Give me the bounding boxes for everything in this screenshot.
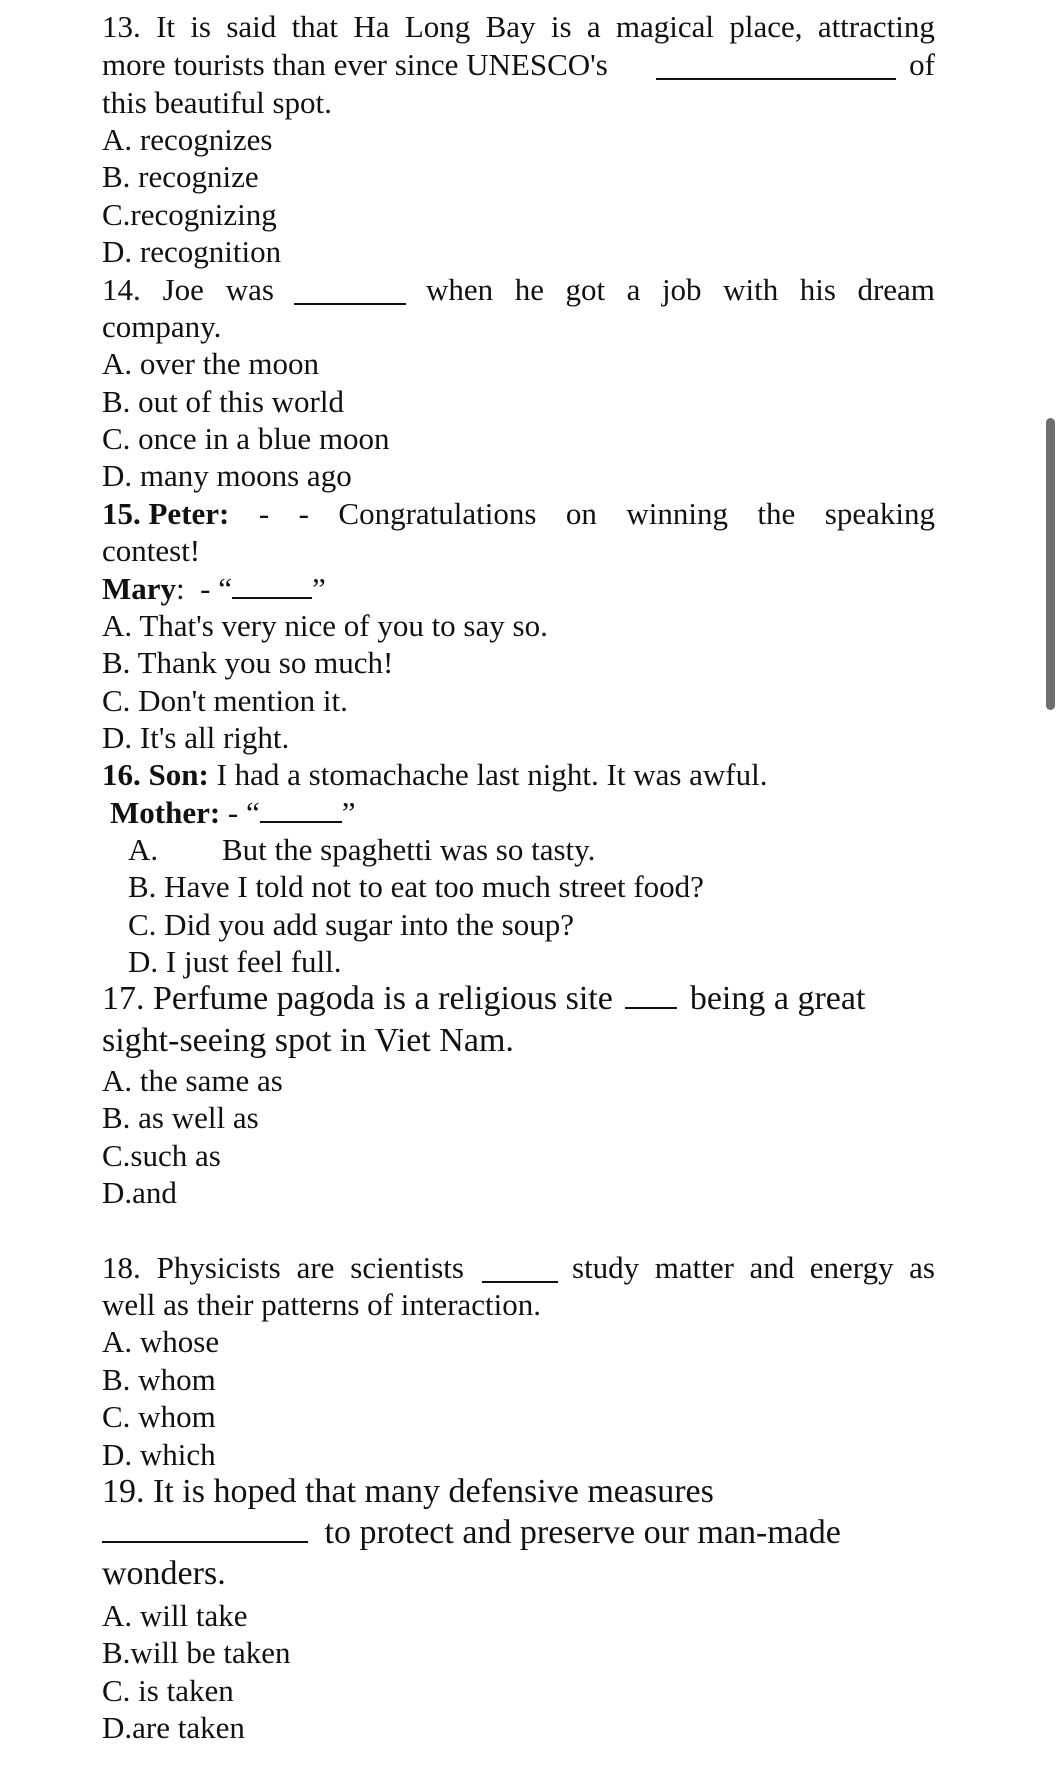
- q16-option-a-text: But the spaghetti was so tasty.: [222, 832, 596, 867]
- q15-stem-line2: contest!: [102, 533, 201, 568]
- q19-stem-line2: [102, 1514, 841, 1552]
- q18-word: scientists: [350, 1250, 464, 1285]
- q13-stem-text: more tourists than ever since UNESCO's: [102, 47, 608, 82]
- q13-word: place,: [729, 9, 803, 44]
- vertical-scrollbar[interactable]: [1046, 418, 1055, 710]
- q16-stem-line1: [102, 756, 768, 794]
- q15-word: winning: [626, 496, 728, 531]
- q16-stem-text: I had a stomachache last night. It was awful.: [216, 757, 768, 792]
- q15-speaker-mary: Mary: [102, 571, 177, 606]
- q18-word: study: [572, 1250, 640, 1285]
- q17-number: 17.: [102, 980, 145, 1017]
- q18-option-c: C. whom: [102, 1399, 216, 1434]
- q18-option-d: D. which: [102, 1437, 216, 1472]
- q13-stem-line1: [102, 8, 935, 46]
- q17-option-a: A. the same as: [102, 1063, 283, 1098]
- q13-stem-line3: this beautiful spot.: [102, 85, 332, 120]
- q15-option-d: D. It's all right.: [102, 720, 290, 755]
- q14-option-a: A. over the moon: [102, 346, 319, 381]
- q15-word: on: [565, 496, 597, 531]
- q14-word: Joe: [162, 272, 204, 307]
- q15-speaker-name: Peter:: [148, 496, 230, 531]
- q13-word: Long: [404, 9, 471, 44]
- q14-number: 14.: [102, 272, 141, 307]
- q16-speaker-mother: Mother:: [110, 795, 221, 830]
- q19-option-c: C. is taken: [102, 1673, 234, 1708]
- q13-word: attracting: [817, 9, 935, 44]
- q17-option-c: C.such as: [102, 1138, 221, 1173]
- q17-answer-blank: [625, 981, 677, 1009]
- q16-reply-line: [110, 794, 356, 832]
- q15-stem-line1: [102, 495, 935, 533]
- q14-answer-blank: [294, 277, 406, 305]
- q13-word: Bay: [485, 9, 536, 44]
- q16-option-a: [128, 831, 596, 869]
- q17-option-d: D.and: [102, 1175, 177, 1210]
- q13-word: is: [550, 9, 572, 44]
- q15-reply-line: [102, 570, 326, 608]
- q15-word: speaking: [824, 496, 935, 531]
- q14-word: was: [225, 272, 274, 307]
- q16-answer-blank: [260, 795, 342, 823]
- q16-speaker-son: [102, 757, 209, 792]
- q18-answer-blank: [482, 1255, 558, 1283]
- q15-option-a: A. That's very nice of you to say so.: [102, 608, 548, 643]
- q14-word: his: [799, 272, 836, 307]
- q16-option-d: D. I just feel full.: [128, 944, 342, 979]
- q16-speaker-name: Son:: [148, 757, 209, 792]
- q19-option-a: A. will take: [102, 1598, 248, 1633]
- q15-reply-open-quote: : - “: [176, 571, 232, 606]
- q13-word: is: [190, 9, 211, 44]
- q15-answer-blank: [232, 571, 312, 599]
- q19-stem-line1: [102, 1473, 714, 1511]
- q14-word: he: [514, 272, 544, 307]
- q18-option-b: B. whom: [102, 1362, 216, 1397]
- q13-word: Ha: [353, 9, 390, 44]
- q14-option-d: D. many moons ago: [102, 458, 352, 493]
- q17-stem-text: Perfume pagoda is a religious site: [153, 980, 613, 1017]
- q15-option-b: B. Thank you so much!: [102, 645, 394, 680]
- q13-option-b: B. recognize: [102, 159, 259, 194]
- q13-word: magical: [615, 9, 715, 44]
- q13-option-c: C.recognizing: [102, 197, 277, 232]
- q16-option-a-letter: A.: [128, 832, 159, 867]
- q17-stem-text: being a great: [689, 980, 866, 1017]
- q19-stem-text: to protect and preserve our man-made: [324, 1514, 841, 1551]
- q19-number: 19.: [102, 1473, 145, 1510]
- q18-stem-line2: well as their patterns of interaction.: [102, 1287, 542, 1322]
- q15-option-c: C. Don't mention it.: [102, 683, 348, 718]
- q15-reply-close-quote: ”: [311, 571, 326, 606]
- q13-option-d: D. recognition: [102, 234, 282, 269]
- q14-word: dream: [857, 272, 935, 307]
- q15-word: -: [298, 496, 309, 531]
- q14-word: job: [661, 272, 702, 307]
- q19-option-d: D.are taken: [102, 1710, 245, 1745]
- q14-option-b: B. out of this world: [102, 384, 344, 419]
- q13-number: 13.: [102, 9, 141, 44]
- q13-stem-text: of: [909, 47, 935, 82]
- q13-option-a: A. recognizes: [102, 122, 273, 157]
- q16-reply-open-quote: - “: [220, 795, 260, 830]
- q17-option-b: B. as well as: [102, 1100, 259, 1135]
- q19-stem-text: It is hoped that many defensive measures: [153, 1473, 714, 1510]
- q16-option-b: B. Have I told not to eat too much street food?: [128, 869, 704, 904]
- q18-word: energy: [809, 1250, 894, 1285]
- q18-word: are: [296, 1250, 335, 1285]
- q14-word: when: [426, 272, 494, 307]
- q13-word: a: [586, 9, 601, 44]
- q18-word: and: [749, 1250, 795, 1285]
- q13-stem-line2: [102, 46, 935, 84]
- q16-option-c: C. Did you add sugar into the soup?: [128, 907, 575, 942]
- q16-reply-close-quote: ”: [341, 795, 356, 830]
- q18-number: 18.: [102, 1250, 141, 1285]
- q15-word: the: [757, 496, 796, 531]
- q13-answer-blank: [656, 52, 896, 80]
- q15-word: -: [258, 496, 270, 531]
- q18-word: Physicists: [156, 1250, 281, 1285]
- q14-stem-line2: company.: [102, 309, 222, 344]
- q14-word: got: [565, 272, 606, 307]
- q19-answer-blank: [102, 1515, 308, 1543]
- q13-word: that: [291, 9, 339, 44]
- q17-stem-line1: [102, 980, 865, 1018]
- q18-word: matter: [654, 1250, 734, 1285]
- q13-word: It: [156, 9, 175, 44]
- q14-option-c: C. once in a blue moon: [102, 421, 390, 456]
- q18-word: as: [909, 1250, 935, 1285]
- q18-option-a: A. whose: [102, 1324, 220, 1359]
- q14-word: a: [626, 272, 641, 307]
- q19-stem-line3: wonders.: [102, 1555, 226, 1592]
- q15-speaker-peter: [102, 495, 229, 533]
- q15-word: Congratulations: [338, 496, 537, 531]
- q19-option-b: B.will be taken: [102, 1635, 291, 1670]
- q16-number: 16.: [102, 757, 141, 792]
- q17-stem-line2: sight-seeing spot in Viet Nam.: [102, 1022, 514, 1059]
- q15-number: 15.: [102, 496, 141, 531]
- q13-word: said: [226, 9, 277, 44]
- q14-word: with: [723, 272, 779, 307]
